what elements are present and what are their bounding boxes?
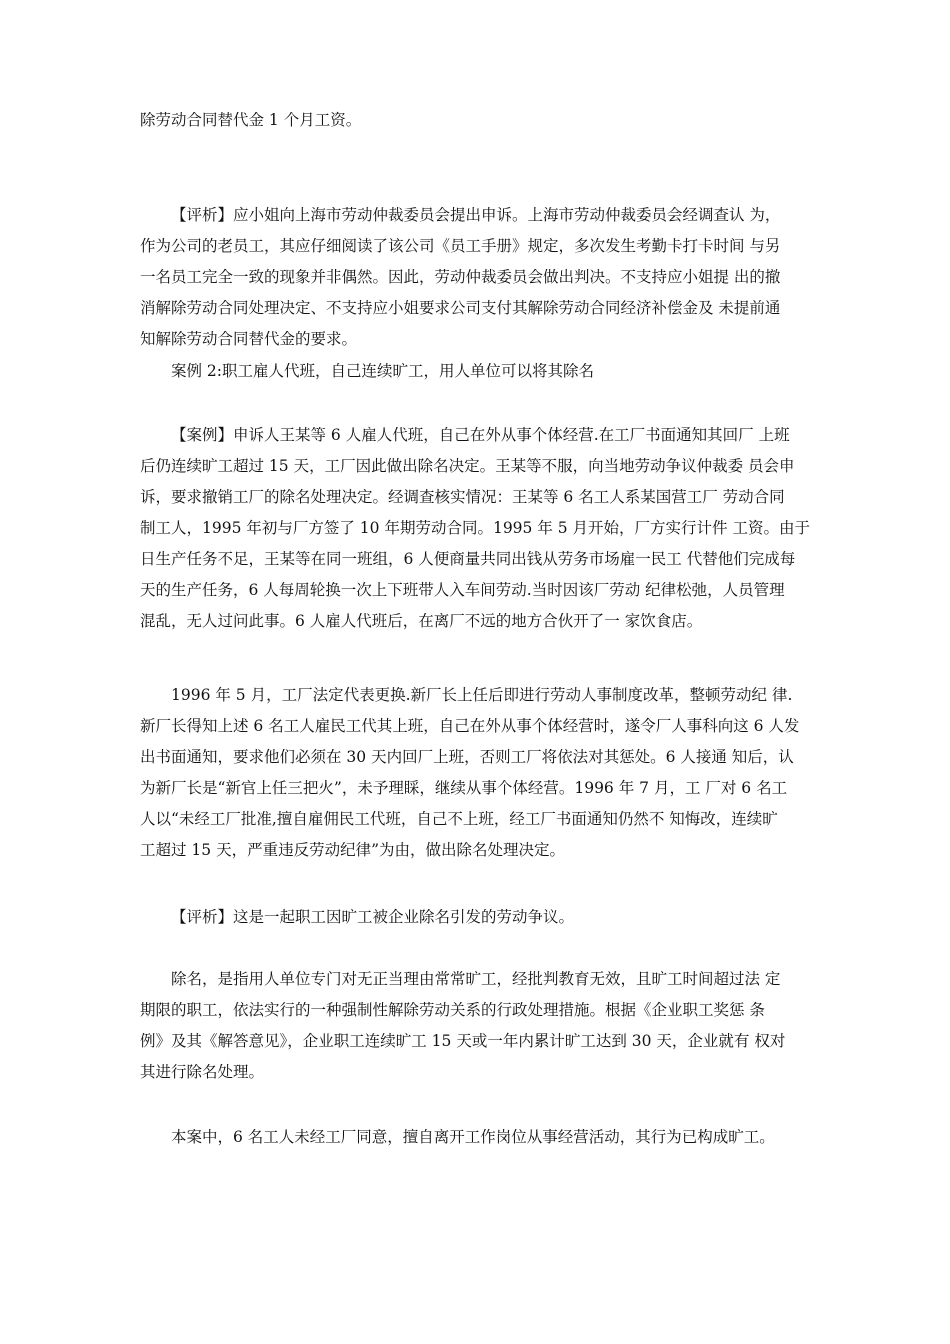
text-line: 除劳动合同替代金 1 个月工资。 bbox=[140, 111, 362, 129]
paragraph-case-2 bbox=[140, 420, 816, 637]
text-line: 工超过 15 天，严重违反劳动纪律”为由，做出除名处理决定。 bbox=[140, 841, 566, 859]
text-line: 混乱，无人过问此事。6 人雇人代班后，在离厂不远的地方合伙开了一 家饮食店。 bbox=[140, 612, 703, 630]
text-line: 期限的职工，依法实行的一种强制性解除劳动关系的行政处理措施。根据《企业职工奖惩 条 bbox=[140, 1001, 765, 1019]
text-line: 后仍连续旷工超过 15 天，工厂因此做出除名决定。王某等不服，向当地劳动争议仲裁委 员会申 bbox=[140, 457, 795, 475]
text-line: 【案例】申诉人王某等 6 人雇人代班，自己在外从事个体经营.在工厂书面通知其回厂 上班 bbox=[171, 426, 790, 444]
text-line: 例》及其《解答意见》，企业职工连续旷工 15 天或一年内累计旷工达到 30 天，企业就有 权对 bbox=[140, 1032, 786, 1050]
text-line: 1996 年 5 月，工厂法定代表更换.新厂长上任后即进行劳动人事制度改革，整顿劳动纪 律. bbox=[171, 686, 793, 704]
text-line: 为新厂长是“新官上任三把火”，未予理睬，继续从事个体经营。1996 年 7 月，工 厂对 6 名工 bbox=[140, 779, 788, 797]
text-line: 诉，要求撤销工厂的除名处理决定。经调查核实情况：王某等 6 名工人系某国营工厂 劳动合同 bbox=[140, 488, 785, 506]
text-line: 【评析】这是一起职工因旷工被企业除名引发的劳动争议。 bbox=[171, 908, 575, 926]
paragraph-case-conclusion bbox=[140, 1122, 816, 1153]
text-line: 本案中，6 名工人未经工厂同意，擅自离开工作岗位从事经营活动，其行为已构成旷工。 bbox=[171, 1128, 775, 1146]
text-line: 其进行除名处理。 bbox=[140, 1063, 265, 1081]
text-line: 【评析】应小姐向上海市劳动仲裁委员会提出申诉。上海市劳动仲裁委员会经调查认 为， bbox=[171, 206, 781, 224]
text-line: 作为公司的老员工，其应仔细阅读了该公司《员工手册》规定，多次发生考勤卡打卡时间 与另 bbox=[140, 237, 781, 255]
text-line: 天的生产任务，6 人每周轮换一次上下班带人入车间劳动.当时因该厂劳动 纪律松弛，人员管理 bbox=[140, 581, 785, 599]
text-line: 知解除劳动合同替代金的要求。 bbox=[140, 330, 358, 348]
case-2-heading bbox=[140, 356, 816, 387]
text-line: 出书面通知，要求他们必须在 30 天内回厂上班，否则工厂将依法对其惩处。6 人接通 知后，认 bbox=[140, 748, 794, 766]
paragraph-analysis-1 bbox=[140, 200, 816, 355]
paragraph-contract-substitute bbox=[140, 105, 816, 136]
text-line: 消解除劳动合同处理决定、不支持应小姐要求公司支付其解除劳动合同经济补偿金及 未提前通 bbox=[140, 299, 781, 317]
text-line: 人以“未经工厂批准,擅自雇佣民工代班，自己不上班，经工厂书面通知仍然不 知悔改，连续旷 bbox=[140, 810, 778, 828]
text-line: 新厂长得知上述 6 名工人雇民工代其上班，自己在外从事个体经营时，遂令厂人事科向这 6 人发 bbox=[140, 717, 800, 735]
text-line: 除名，是指用人单位专门对无正当理由常常旷工，经批判教育无效，且旷工时间超过法 定 bbox=[171, 970, 781, 988]
text-line: 案例 2:职工雇人代班，自己连续旷工，用人单位可以将其除名 bbox=[171, 362, 595, 380]
text-line: 日生产任务不足，王某等在同一班组，6 人便商量共同出钱从劳务市场雇一民工 代替他们完成每 bbox=[140, 550, 796, 568]
paragraph-1996-events bbox=[140, 680, 816, 866]
text-line: 制工人，1995 年初与厂方签了 10 年期劳动合同。1995 年 5 月开始，厂方实行计件 工资。由于 bbox=[140, 519, 810, 537]
paragraph-dismissal-definition bbox=[140, 964, 816, 1088]
paragraph-analysis-2 bbox=[140, 902, 816, 933]
text-line: 一名员工完全一致的现象并非偶然。因此，劳动仲裁委员会做出判决。不支持应小姐提 出的撤 bbox=[140, 268, 781, 286]
